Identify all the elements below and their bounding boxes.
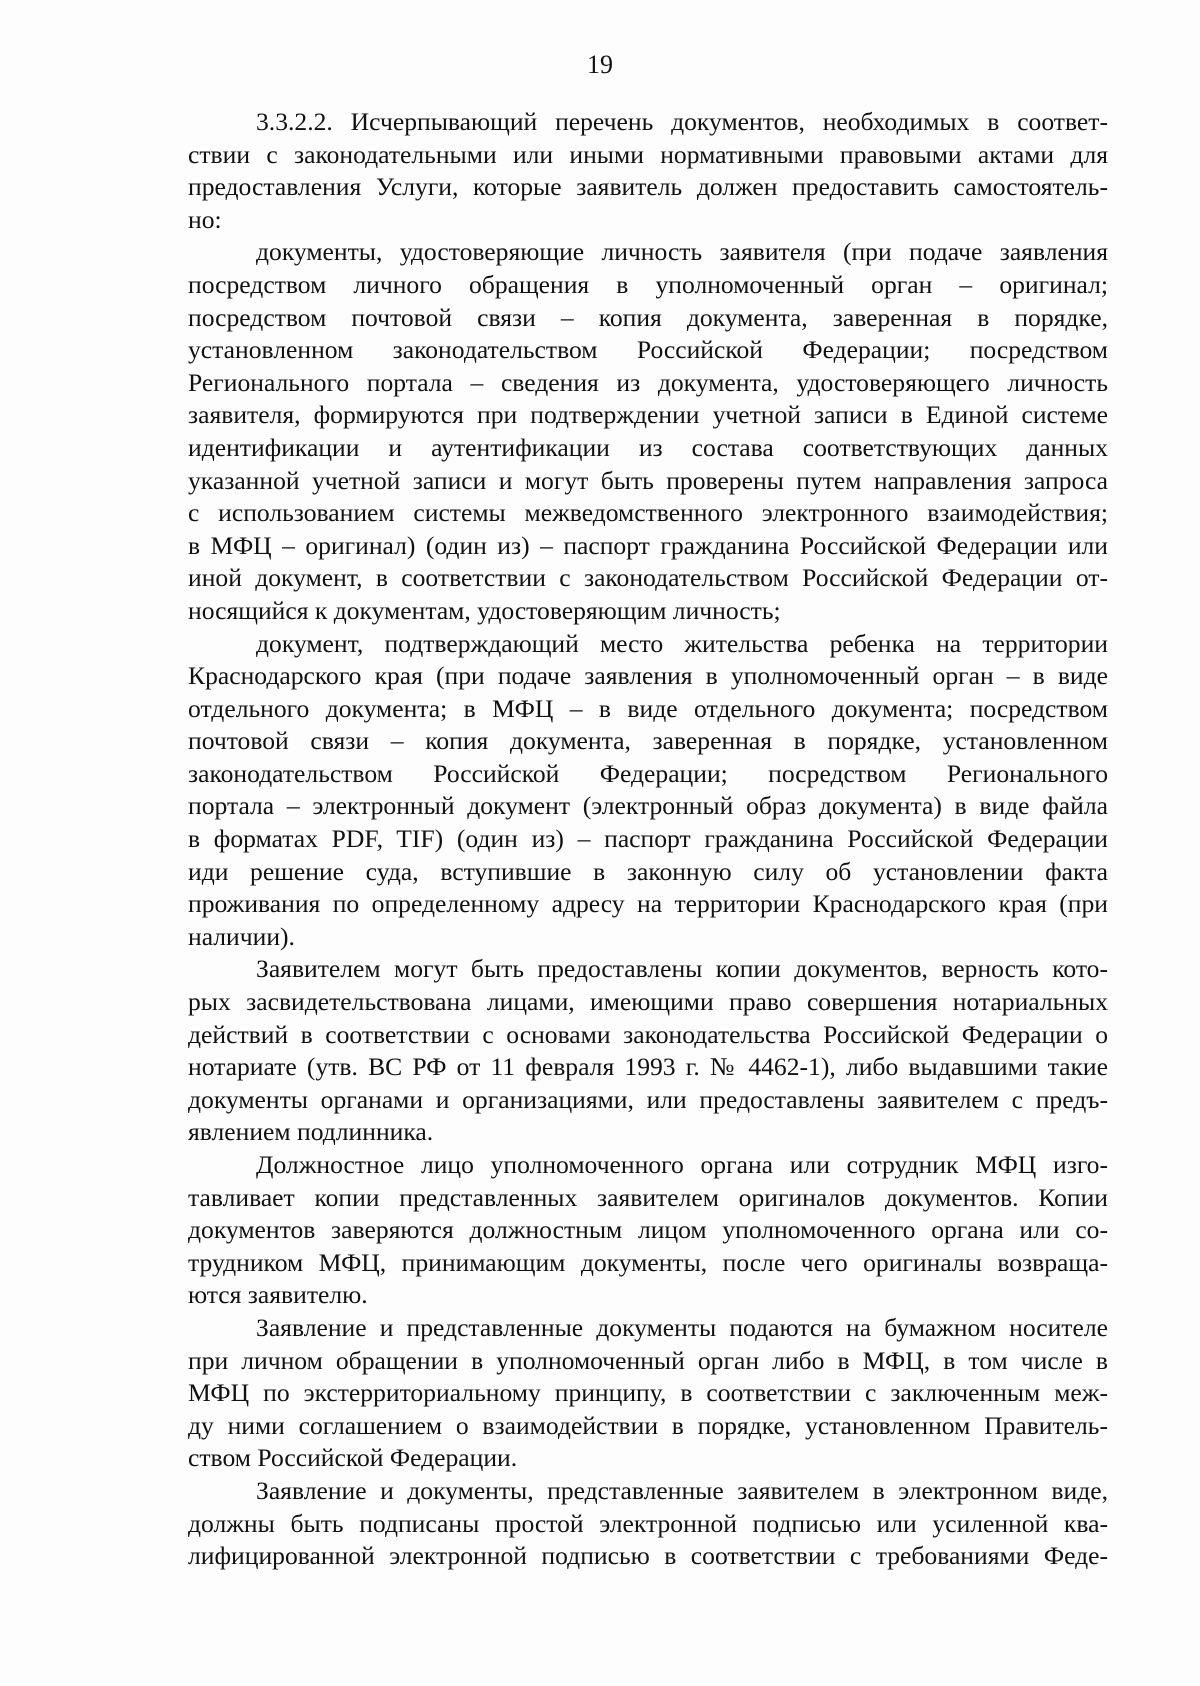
text-line: нотариате (утв. ВС РФ от 11 февраля 1993 г. № 4462-1), либо выдавшими такие — [188, 1052, 1108, 1082]
paragraph — [188, 1475, 1108, 1573]
text-line: предоставления Услуги, которые заявитель должен предоставить самостоятель- — [188, 172, 1108, 202]
text-line: Заявителем могут быть предоставлены копии документов, верность кото- — [256, 954, 1108, 984]
text-line: с использованием системы межведомственного электронного взаимодействия; — [188, 498, 1108, 528]
text-line: должны быть подписаны простой электронной подписью или усиленной ква- — [188, 1508, 1108, 1538]
text-line: явлением подлинника. — [188, 1117, 434, 1147]
text-line: портала – электронный документ (электронный образ документа) в виде файла — [188, 791, 1108, 821]
paragraph — [188, 1149, 1108, 1312]
text-line: заявителя, формируются при подтверждении учетной записи в Единой системе — [188, 400, 1108, 430]
text-line: но: — [188, 204, 222, 234]
text-line: Должностное лицо уполномоченного органа или сотрудник МФЦ изго- — [256, 1150, 1108, 1179]
text-line: Заявление и документы, представленные заявителем в электронном виде, — [256, 1475, 1108, 1505]
page-number: 19 — [587, 50, 613, 79]
text-line: Краснодарского края (при подаче заявления в уполномоченный орган – в виде — [188, 661, 1108, 691]
text-line: наличии). — [188, 921, 295, 951]
text-line: отдельного документа; в МФЦ – в виде отдельного документа; посредством — [188, 693, 1108, 723]
text-line: документы органами и организациями, или предоставлены заявителем с предъ- — [188, 1084, 1108, 1114]
text-line: иди решение суда, вступившие в законную силу об установлении факта — [188, 856, 1108, 886]
text-line: в форматах PDF, TIF) (один из) – паспорт гражданина Российской Федерации — [188, 824, 1108, 854]
text-line: в МФЦ – оригинал) (один из) – паспорт гражданина Российской Федерации или — [188, 530, 1108, 560]
text-line: документ, подтверждающий место жительства ребенка на территории — [256, 628, 1108, 658]
text-line: идентификации и аутентификации из состава соответствующих данных — [188, 432, 1108, 462]
text-line: рых засвидетельствована лицами, имеющими право совершения нотариальных — [188, 987, 1108, 1017]
paragraph — [188, 106, 1108, 236]
text-line: посредством почтовой связи – копия документа, заверенная в порядке, — [188, 302, 1108, 332]
text-line: ством Российской Федерации. — [188, 1443, 518, 1473]
text-line: трудником МФЦ, принимающим документы, после чего оригиналы возвраща- — [188, 1247, 1108, 1277]
text-line: Заявление и представленные документы подаются на бумажном носителе — [256, 1312, 1108, 1342]
text-line: ются заявителю. — [188, 1280, 368, 1310]
text-line: проживания по определенному адресу на территории Краснодарского края (при — [188, 889, 1108, 919]
text-line: 3.3.2.2. Исчерпывающий перечень документов, необходимых в соответ- — [256, 107, 1108, 136]
text-line: действий в соответствии с основами законодательства Российской Федерации о — [188, 1019, 1108, 1049]
text-line: носящийся к документам, удостоверяющим личность; — [188, 595, 781, 625]
document-body — [188, 106, 1108, 1573]
paragraph — [188, 1312, 1108, 1475]
text-line: иной документ, в соответствии с законодательством Российской Федерации от- — [188, 563, 1108, 593]
paragraph — [188, 236, 1108, 627]
paragraph — [188, 953, 1108, 1149]
text-line: при личном обращении в уполномоченный орган либо в МФЦ, в том числе в — [188, 1345, 1108, 1375]
text-line: ду ними соглашением о взаимодействии в порядке, установленном Правитель- — [188, 1410, 1108, 1440]
text-line: Регионального портала – сведения из документа, удостоверяющего личность — [188, 367, 1108, 397]
text-line: указанной учетной записи и могут быть проверены путем направления запроса — [188, 465, 1108, 495]
text-line: тавливает копии представленных заявителем оригиналов документов. Копии — [188, 1182, 1108, 1212]
text-line: законодательством Российской Федерации; посредством Регионального — [188, 758, 1108, 788]
text-line: ствии с законодательными или иными нормативными правовыми актами для — [188, 139, 1108, 169]
text-line: посредством личного обращения в уполномоченный орган – оригинал; — [188, 269, 1108, 299]
text-line: МФЦ по экстерриториальному принципу, в соответствии с заключенным меж- — [188, 1378, 1108, 1408]
text-line: почтовой связи – копия документа, заверенная в порядке, установленном — [188, 726, 1108, 756]
text-line: документов заверяются должностным лицом уполномоченного органа или со- — [188, 1215, 1108, 1245]
text-line: лифицированной электронной подписью в соответствии с требованиями Феде- — [188, 1541, 1108, 1571]
text-line: документы, удостоверяющие личность заявителя (при подаче заявления — [256, 237, 1108, 267]
text-line: установленном законодательством Российской Федерации; посредством — [188, 335, 1108, 365]
paragraph — [188, 628, 1108, 954]
